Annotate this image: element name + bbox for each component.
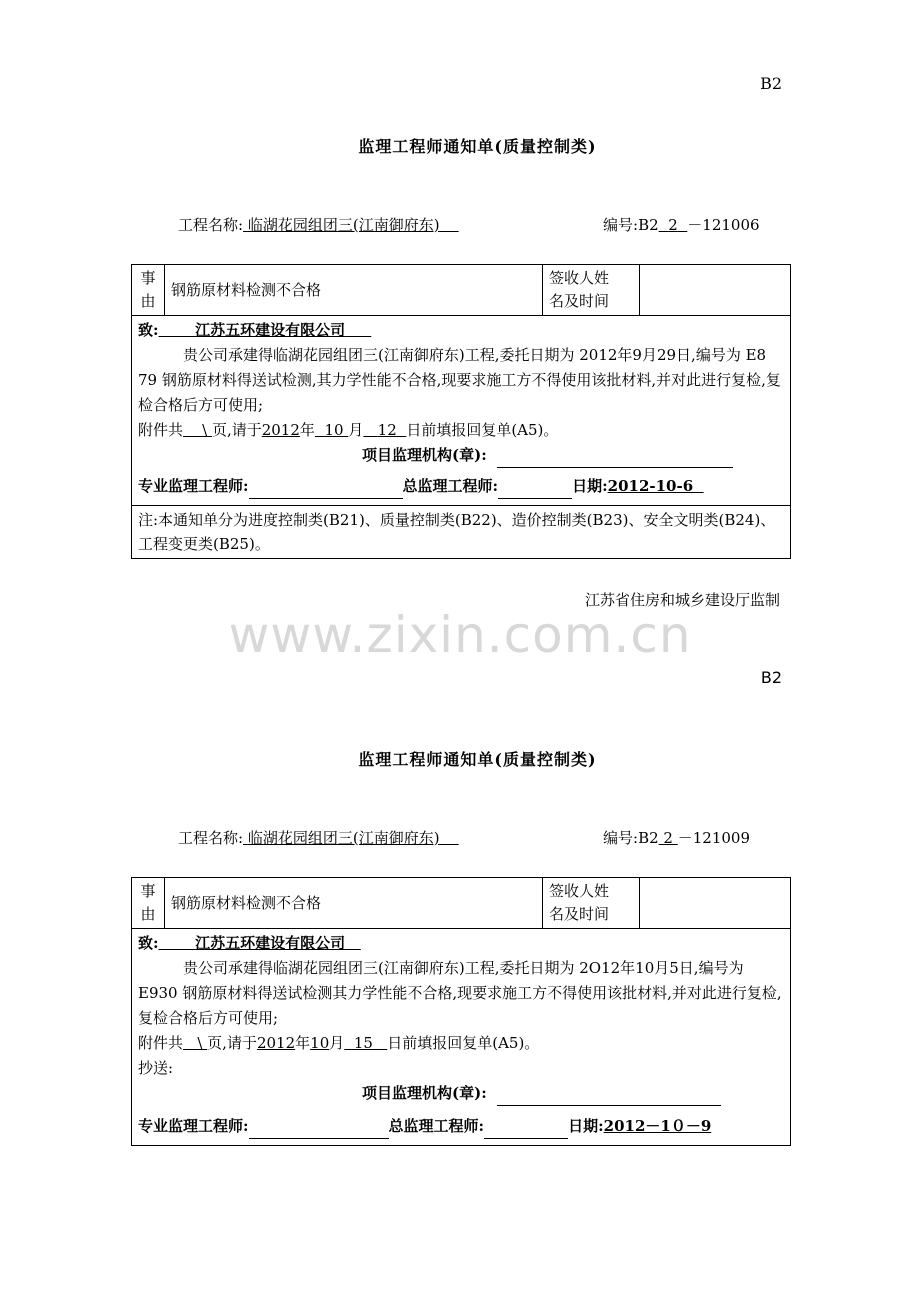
number-mid: 2 (663, 829, 673, 847)
chief-signature-field[interactable] (498, 482, 572, 499)
org-line: 项目监理机构(章): (138, 443, 784, 468)
number-prefix: B2 (638, 829, 659, 847)
number-suffix: －121009 (677, 829, 751, 847)
sign-value[interactable] (640, 265, 791, 316)
to-line: 致: 江苏五环建设有限公司 (138, 321, 346, 339)
subject-label: 事 由 (132, 265, 165, 316)
project-line (178, 827, 459, 848)
org-signature-field[interactable] (497, 1089, 721, 1106)
notice-body (132, 929, 791, 1146)
number-line (603, 827, 750, 848)
subject-value: 钢筋原材料检测不合格 (165, 878, 543, 929)
project-name: 临湖花园组团三(江南御府东) (247, 829, 440, 847)
body-text: 贵公司承建得临湖花园组团三(江南御府东)工程,委托日期为 2012年9月29日,编号为 E8 79 钢筋原材料得送试检测,其力学性能不合格,现要求施工方不得使用该批材料,并对此进行复检,复检合格后方可使用; (138, 346, 781, 414)
issuer-text: 江苏省住房和城乡建设厅监制 (584, 591, 780, 609)
body-text: 贵公司承建得临湖花园组团三(江南御府东)工程,委托日期为 2O12年10月5日,编号为 E930 钢筋原材料得送试检测其力学性能不合格,现要求施工方不得使用该批材料,并对此进行复检,复检合格后方可使用; (138, 959, 782, 1027)
form-code: B2 (760, 74, 782, 93)
subject-value: 钢筋原材料检测不合格 (165, 265, 543, 316)
form-code: B2 (760, 668, 782, 687)
org-line: 项目监理机构(章): (138, 1081, 784, 1106)
subject-label: 事 由 (132, 878, 165, 929)
cc-line: 抄送: (138, 1059, 174, 1077)
number-label: 编号: (603, 216, 639, 234)
project-line (178, 214, 459, 235)
form-title: 监理工程师通知单(质量控制类) (358, 137, 597, 156)
project-label: 工程名称: (178, 829, 244, 847)
to-company: 江苏五环建设有限公司 (195, 934, 346, 952)
attachment-line: 附件共 \ 页,请于2012年 10 月 12 日前填报回复单(A5)。 (138, 421, 559, 439)
engineer-signature-field[interactable] (249, 482, 403, 499)
chief-signature-field[interactable] (484, 1122, 568, 1139)
notice-table (131, 264, 791, 559)
to-line: 致: 江苏五环建设有限公司 (138, 934, 346, 952)
project-name: 临湖花园组团三(江南御府东) (247, 216, 440, 234)
number-suffix: －121006 (687, 216, 760, 234)
notice-body (132, 316, 791, 506)
number-prefix: B2 (638, 216, 659, 234)
form-title: 监理工程师通知单(质量控制类) (358, 750, 597, 769)
sign-label: 签收人姓 名及时间 (543, 878, 640, 929)
sign-value[interactable] (640, 878, 791, 929)
project-label: 工程名称: (178, 216, 244, 234)
sign-label: 签收人姓 名及时间 (543, 265, 640, 316)
number-line (603, 214, 760, 235)
notice-table (131, 877, 791, 1146)
attachment-line: 附件共 \ 页,请于2012年10月 15 日前填报回复单(A5)。 (138, 1034, 540, 1052)
org-signature-field[interactable] (497, 451, 733, 468)
engineer-signature-field[interactable] (249, 1122, 389, 1139)
number-mid: 2 (668, 216, 678, 234)
date-value: 2012－1０－9 (603, 1117, 712, 1135)
number-label: 编号: (603, 829, 639, 847)
signature-row: 专业监理工程师: 总监理工程师: 日期: 2012－1０－9 (138, 1114, 784, 1139)
date-value: 2012-10-6 (607, 477, 694, 495)
note-cell: 注:本通知单分为进度控制类(B21)、质量控制类(B22)、造价控制类(B23)、安全文明类(B24)、工程变更类(B25)。 (132, 506, 791, 559)
to-company: 江苏五环建设有限公司 (195, 321, 346, 339)
watermark: www.zixin.com.cn (228, 606, 692, 664)
signature-row: 专业监理工程师: 总监理工程师: 日期: 2012-10-6 (138, 474, 784, 499)
